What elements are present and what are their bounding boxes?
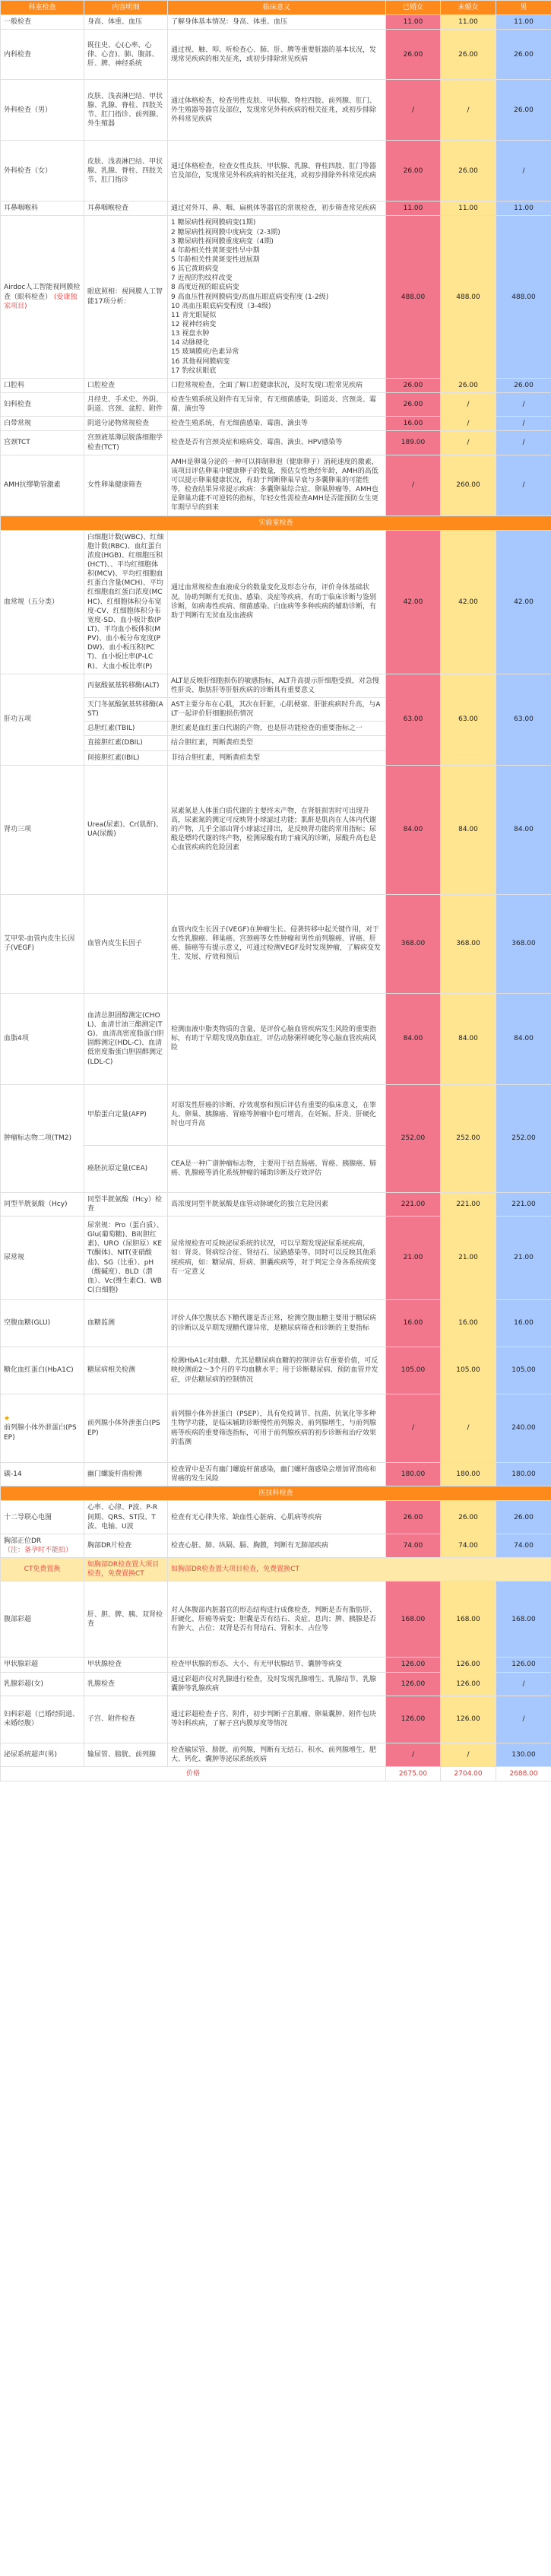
airdoc-item: 12 视神经病变 <box>171 320 217 328</box>
total-label: 价格 <box>1 1767 386 1781</box>
row-detail: 口腔检查 <box>84 378 168 392</box>
airdoc-item: 8 高度近视的眼底病变 <box>171 284 239 292</box>
price-unmarried-female: 252.00 <box>441 1084 496 1192</box>
price-married-female: 16.00 <box>386 1300 441 1347</box>
price-male: 84.00 <box>496 993 551 1084</box>
price-unmarried-female: / <box>441 80 496 141</box>
row-detail: 癌胚抗原定量(CEA) <box>84 1145 168 1192</box>
row-name: 内科检查 <box>1 30 84 80</box>
price-male: / <box>496 1672 551 1696</box>
row-meaning: 通过血常规检查血液成分的数量变化及形态分布，评价身体基础状况，协助判断有无贫血、感染、炎症等疾病，有助于临床诊断与鉴别诊断，如病毒性疾病、细菌感染、白血病等多种疾病的辅助诊断，有助于判断有无贫血及血液病 <box>168 530 386 674</box>
row-name: 艾甲荣-血管内皮生长因子(VEGF) <box>1 894 84 993</box>
price-married-female: 168.00 <box>386 1581 441 1658</box>
row-detail: 直接胆红素(DBIL) <box>84 736 168 750</box>
table-row <box>1 201 551 216</box>
table-row <box>1 1463 551 1486</box>
price-married-female: 126.00 <box>386 1672 441 1696</box>
price-male: 488.00 <box>496 216 551 378</box>
table-row <box>1 765 551 894</box>
row-meaning <box>168 216 386 378</box>
row-meaning: AST主要分布在心肌，其次在肝脏，心肌梗塞、肝脏疾病时升高，与ALT一起评价肝细胞损伤情况 <box>168 698 386 722</box>
price-unmarried-female: / <box>441 392 496 416</box>
row-name: 肿瘤标志物二项(TM2) <box>1 1084 84 1192</box>
price-married-female: 26.00 <box>386 30 441 80</box>
table-row <box>1 1581 551 1658</box>
row-meaning: 高浓度同型半胱氨酸是血管动脉硬化的独立危险因素 <box>168 1192 386 1216</box>
row-detail: 阴道分泌物常规检查 <box>84 417 168 431</box>
row-detail: 皮肤、浅表淋巴结、甲状腺、乳腺、脊柱、四肢关节、肛门指诊、前列腺、外生殖器 <box>84 80 168 141</box>
row-meaning: 通过对外耳、鼻、咽、扁桃体等器官的常规检查，初步筛查常见疾病 <box>168 201 386 216</box>
table-row <box>1 674 551 697</box>
price-male: 11.00 <box>496 15 551 30</box>
price-married-female: 42.00 <box>386 530 441 674</box>
price-unmarried-female: 105.00 <box>441 1347 496 1394</box>
row-name: 白带常规 <box>1 417 84 431</box>
table-row <box>1 417 551 431</box>
price-male: / <box>496 392 551 416</box>
price-married-female: 21.00 <box>386 1217 441 1300</box>
price-married-female: 74.00 <box>386 1534 441 1557</box>
row-meaning: 检查心脏、肺、纵隔、膈、胸膜，判断有无肺部疾病 <box>168 1534 386 1557</box>
price-unmarried-female: 26.00 <box>441 30 496 80</box>
row-detail: 血糖监测 <box>84 1300 168 1347</box>
price-male: 26.00 <box>496 378 551 392</box>
row-name: AMH抗缪勒管激素 <box>1 455 84 516</box>
price-male: 26.00 <box>496 80 551 141</box>
price-married-female: 126.00 <box>386 1658 441 1672</box>
row-detail: 幽门螺旋杆菌检测 <box>84 1463 168 1486</box>
airdoc-item: 1 糖尿病性视网膜病变(1期) <box>171 219 256 227</box>
price-married-female: 84.00 <box>386 765 441 894</box>
dr-note: （注：备孕时不能拍） <box>4 1547 73 1554</box>
price-unmarried-female: 74.00 <box>441 1534 496 1557</box>
price-unmarried-female: 368.00 <box>441 894 496 993</box>
price-male: 180.00 <box>496 1463 551 1486</box>
price-male: 130.00 <box>496 1743 551 1766</box>
price-unmarried-female: 126.00 <box>441 1696 496 1743</box>
table-row <box>1 1672 551 1696</box>
price-male: 168.00 <box>496 1581 551 1658</box>
section-title: 医技科检查 <box>1 1486 551 1501</box>
row-detail: 甲胎蛋白定量(AFP) <box>84 1084 168 1145</box>
ct-free-meaning: 如胸部DR检查置大项目检查，免费置换CT <box>168 1558 551 1581</box>
price-male: 26.00 <box>496 30 551 80</box>
table-row <box>1 141 551 201</box>
price-unmarried-female: 260.00 <box>441 455 496 516</box>
airdoc-item: 6 其它黄斑病变 <box>171 265 219 274</box>
row-meaning: 通过彩超声仪对乳腺进行检查，及时发现乳腺增生、乳腺结节、乳腺囊肿等乳腺疾病 <box>168 1672 386 1696</box>
price-unmarried-female: 221.00 <box>441 1192 496 1216</box>
price-unmarried-female: 63.00 <box>441 674 496 765</box>
price-male: 74.00 <box>496 1534 551 1557</box>
price-male: 11.00 <box>496 201 551 216</box>
table-row <box>1 1192 551 1216</box>
row-name: 碳-14 <box>1 1463 84 1486</box>
row-meaning: 检查输尿管、膀胱、前列腺，判断有无结石、积水、前列腺增生、肥大、钙化、囊肿等泌尿系统疾病 <box>168 1743 386 1766</box>
price-male: 240.00 <box>496 1394 551 1463</box>
row-meaning: 尿常规检查可反映泌尿系统的状况，可以早期发现泌尿系统疾病，如：肾炎、肾病综合征、肾结石、尿路感染等。同时可以反映其他系统疾病，如：糖尿病、肝病、胆囊疾病等，对于判定全身各系统病变有一定意义 <box>168 1217 386 1300</box>
price-male: / <box>496 141 551 201</box>
price-married-female: / <box>386 455 441 516</box>
table-row <box>1 1217 551 1300</box>
row-name: 外科检查（女） <box>1 141 84 201</box>
table-row <box>1 80 551 141</box>
price-male: 42.00 <box>496 530 551 674</box>
row-detail: 丙氨酸氨基转移酶(ALT) <box>84 674 168 697</box>
price-male: 26.00 <box>496 1501 551 1534</box>
price-married-female: 11.00 <box>386 201 441 216</box>
airdoc-item: 3 糖尿病性视网膜重度病变（4期) <box>171 237 274 246</box>
exclusive-tag: (爱康独家项目) <box>4 293 78 310</box>
table-row <box>1 993 551 1084</box>
price-married-female: / <box>386 80 441 141</box>
row-meaning: 检查是否有宫颈炎症和癌病变、霉菌、滴虫、HPV感染等 <box>168 431 386 455</box>
price-male: 21.00 <box>496 1217 551 1300</box>
airdoc-item: 14 动脉硬化 <box>171 339 210 347</box>
price-unmarried-female: / <box>441 1394 496 1463</box>
price-male: 126.00 <box>496 1658 551 1672</box>
row-detail: 同型半胱氨酸（Hcy）检查 <box>84 1192 168 1216</box>
price-unmarried-female: 11.00 <box>441 15 496 30</box>
row-detail: Urea(尿素)、Cr(肌酐)、UA(尿酸) <box>84 765 168 894</box>
table-row <box>1 1534 551 1557</box>
row-name: 外科检查（男） <box>1 80 84 141</box>
row-name: 肾功三项 <box>1 765 84 894</box>
table-row <box>1 378 551 392</box>
table-row <box>1 530 551 674</box>
header-male: 男 <box>496 1 551 15</box>
table-row <box>1 894 551 993</box>
price-married-female: 180.00 <box>386 1463 441 1486</box>
price-male: / <box>496 455 551 516</box>
total-male: 2688.00 <box>496 1767 551 1781</box>
row-name: 血常规（五分类） <box>1 530 84 674</box>
price-married-female: 26.00 <box>386 378 441 392</box>
section-header-lab <box>1 516 551 530</box>
row-detail: 女性卵巢健康筛查 <box>84 455 168 516</box>
row-meaning: 了解身体基本情况：身高、体重、血压 <box>168 15 386 30</box>
price-unmarried-female: 21.00 <box>441 1217 496 1300</box>
table-header <box>1 1 551 15</box>
row-detail: 身高、体重、血压 <box>84 15 168 30</box>
row-name: 妇科检查 <box>1 392 84 416</box>
price-male: 252.00 <box>496 1084 551 1192</box>
airdoc-item: 7 近视的豹纹样改变 <box>171 274 233 283</box>
price-married-female: 16.00 <box>386 417 441 431</box>
row-meaning: 非结合胆红素，判断黄疸类型 <box>168 750 386 765</box>
price-unmarried-female: 26.00 <box>441 141 496 201</box>
table-row <box>1 1658 551 1672</box>
airdoc-item: 17 豹纹状眼底 <box>171 366 217 375</box>
row-detail: 天门冬氨酸氨基转移酶(AST) <box>84 698 168 722</box>
price-married-female: 63.00 <box>386 674 441 765</box>
header-married-female: 已婚女 <box>386 1 441 15</box>
row-meaning: 检测血液中脂类物质的含量，是评价心脑血管疾病发生风险的重要指标，有助于早期发现高脂血症，评估动脉粥样硬化等心脑血管疾病风险 <box>168 993 386 1084</box>
row-meaning: AMH是卵巢分泌的一种可以抑制卵泡（健康卵子）消耗速度的激素，该项目评估卵巢中健康卵子的数量，预估女性绝经年龄，AMH的高低可以提示卵巢健康状况，有助于判断卵巢早衰与多囊卵巢的可能性等，检查结果异常提示疾病：多囊卵巢综合症、卵巢肿瘤等，AMH也是卵巢功能不可逆转的指标，年轻女性需检查AMH是否能预防女生更年期早早的到来 <box>168 455 386 516</box>
row-name: 十二导联心电图 <box>1 1501 84 1534</box>
row-name: 乳腺彩超(女) <box>1 1672 84 1696</box>
price-married-female: / <box>386 1394 441 1463</box>
table-row <box>1 455 551 516</box>
price-male: 84.00 <box>496 765 551 894</box>
price-male: / <box>496 417 551 431</box>
price-male: 16.00 <box>496 1300 551 1347</box>
price-unmarried-female: / <box>441 431 496 455</box>
row-detail: 皮肤、浅表淋巴结、甲状腺、乳腺、脊柱、四肢关节、肛门指诊 <box>84 141 168 201</box>
header-unmarried-female: 未婚女 <box>441 1 496 15</box>
row-meaning: 结合胆红素，判断黄疸类型 <box>168 736 386 750</box>
dr-name: 胸部正位DR <box>4 1537 42 1545</box>
table-row <box>1 1300 551 1347</box>
price-unmarried-female: 42.00 <box>441 530 496 674</box>
total-row <box>1 1767 551 1781</box>
row-name: 口腔科 <box>1 378 84 392</box>
ct-free-row <box>1 1558 551 1581</box>
price-unmarried-female: 168.00 <box>441 1581 496 1658</box>
row-meaning: 对原发性肝癌的诊断、疗效观察和预后评估有重要的临床意义，在睾丸、卵巢、胰腺癌、胃癌等肿瘤中也可增高，在妊娠、肝炎、肝硬化时也可升高 <box>168 1084 386 1145</box>
row-detail: 糖尿病相关检测 <box>84 1347 168 1394</box>
price-male: 221.00 <box>496 1192 551 1216</box>
row-meaning: 口腔常规检查，全面了解口腔健康状况，及时发现口腔常见疾病 <box>168 378 386 392</box>
row-detail: 白细胞计数(WBC)、红细胞计数(RBC)、血红蛋白浓度(HGB)、红细胞压积(HCT)、、平均红细胞体积(MCV)、平均红细胞血红蛋白含量(MCH)、平均红细胞血红蛋白浓度(MCHC)、红细胞体积分布宽度-CV、红细胞体积分布宽度-SD、血小板计数(PLT)、平均血小板体积(MPV)、血小板分布宽度(PDW)、血小板压积(PCT)、血小板比率(P-LCR)、大血小板比率(P) <box>84 530 168 674</box>
row-name: 泌尿系统超声(男) <box>1 1743 84 1766</box>
row-detail: 甲状腺检查 <box>84 1658 168 1672</box>
table-row <box>1 1501 551 1534</box>
table-row <box>1 1696 551 1743</box>
row-detail: 宫颈液基薄层脱落细胞学检查(TCT) <box>84 431 168 455</box>
table-row <box>1 1394 551 1463</box>
table-row <box>1 1743 551 1766</box>
table-row <box>1 392 551 416</box>
section-title: 实验室检查 <box>1 516 551 530</box>
row-meaning: 检查胃中是否有幽门螺旋杆菌感染，幽门螺杆菌感染会增加胃溃疡和胃癌的发生风险 <box>168 1463 386 1486</box>
row-name: 一般检查 <box>1 15 84 30</box>
row-meaning: 胆红素是血红蛋白代谢的产物，也是肝功能检查的重要指标之一 <box>168 722 386 736</box>
price-married-female: 221.00 <box>386 1192 441 1216</box>
row-name <box>1 1394 84 1463</box>
price-unmarried-female: 16.00 <box>441 1300 496 1347</box>
header-dept: 科室检查 <box>1 1 84 15</box>
row-meaning: 检查生殖系统，有无细菌感染、霉菌、滴虫等 <box>168 417 386 431</box>
row-meaning: CEA是一种广谱肿瘤标志物，主要用于结直肠癌、胃癌、胰腺癌、肺癌、乳腺癌等消化系统肿瘤的辅助诊断及疗效评估 <box>168 1145 386 1192</box>
airdoc-item: 15 玻璃膜疣/色素异常 <box>171 348 239 357</box>
total-unmarried-female: 2704.00 <box>441 1767 496 1781</box>
ct-free-label: CT免费置换 <box>1 1558 84 1581</box>
price-married-female: / <box>386 1743 441 1766</box>
price-unmarried-female: 488.00 <box>441 216 496 378</box>
airdoc-item: 11 青光眼疑似 <box>171 311 217 319</box>
price-male: 105.00 <box>496 1347 551 1394</box>
row-meaning: ALT是反映肝细胞损伤的敏感指标，ALT升高提示肝细胞受损，对急慢性肝炎、脂肪肝等肝脏疾病的诊断具有重要意义 <box>168 674 386 697</box>
row-name: 糖化血红蛋白(HbA1C) <box>1 1347 84 1394</box>
total-married-female: 2675.00 <box>386 1767 441 1781</box>
airdoc-item: 13 视盘水肿 <box>171 330 210 338</box>
airdoc-item: 2 糖尿病性视网膜中度病变（2-3期) <box>171 228 280 236</box>
row-meaning: 评价人体空腹状态下糖代谢是否正常，检测空腹血糖主要用于糖尿病的诊断以及早期发现糖代谢异常，是糖尿病筛查和诊断的主要指标 <box>168 1300 386 1347</box>
price-unmarried-female: 11.00 <box>441 201 496 216</box>
row-name: 尿常规 <box>1 1217 84 1300</box>
row-detail: 总胆红素(TBIL) <box>84 722 168 736</box>
row-meaning: 血管内皮生长因子(VEGF)在肿瘤生长、侵袭转移中起关键作用，对于女性乳腺癌、卵巢癌、宫颈癌等女性肿瘤和男性前列腺癌、胃癌、肝癌、肺癌等有提示意义，可通过检测VEGF及时发现肿瘤，了解病变发生、发展、疗效和预后 <box>168 894 386 993</box>
row-detail: 前列腺小体外泄蛋白(PSEP) <box>84 1394 168 1463</box>
price-unmarried-female: 180.00 <box>441 1463 496 1486</box>
price-unmarried-female: / <box>441 1743 496 1766</box>
row-meaning: 通过彩超检查子宫、附件，初步判断子宫肌瘤、卵巢囊肿、附件包块等妇科疾病，了解子宫内膜厚度等情况 <box>168 1696 386 1743</box>
row-meaning: 通过视、触、叩、听检查心、肺、肝、脾等重要脏器的基本状况，发现常见疾病的相关征兆，或初步排除常见疾病 <box>168 30 386 80</box>
row-meaning: 前列腺小体外泄蛋白（PSEP），具有免疫调节、抗菌、抗氧化等多种生物学功能，是临床辅助诊断慢性前列腺炎、前列腺增生，与前列腺癌等疾病的重要筛选指标，可用于前列腺疾病的初步诊断和治疗效果的监测 <box>168 1394 386 1463</box>
airdoc-item: 4 年龄相关性黄斑变性早中期 <box>171 246 260 255</box>
row-detail: 血管内皮生长因子 <box>84 894 168 993</box>
row-detail: 心率、心律、P波、P-R间期、QRS、ST段、T波、电轴、U波 <box>84 1501 168 1534</box>
airdoc-item: 16 其他视网膜病变 <box>171 357 230 366</box>
price-unmarried-female: 26.00 <box>441 1501 496 1534</box>
airdoc-item: 9 高血压性视网膜病变/高血压眼底病变程度 (1-2级) <box>171 293 329 301</box>
row-detail: 既往史、心(心率、心律、心音)、肺、腹部、肝、脾、神经系统 <box>84 30 168 80</box>
airdoc-item: 10 高血压眼底病变程度（3-4级) <box>171 302 271 310</box>
row-name <box>1 1534 84 1557</box>
row-name: 肝功五项 <box>1 674 84 765</box>
row-detail: 输尿管、膀胱、前列腺 <box>84 1743 168 1766</box>
row-name <box>1 216 84 378</box>
price-married-female: 26.00 <box>386 392 441 416</box>
price-married-female: 488.00 <box>386 216 441 378</box>
table-row <box>1 431 551 455</box>
price-married-female: 105.00 <box>386 1347 441 1394</box>
row-meaning: 检查甲状腺的形态、大小、有无甲状腺结节、囊肿等病变 <box>168 1658 386 1672</box>
header-meaning: 临床意义 <box>168 1 386 15</box>
row-detail: 尿常规：Pro（蛋白质）、Glu(葡萄糖)、Bil(胆红素)、URO（尿胆原）KET(酮体)、NIT(亚硝酸盐)、SG（比重）、pH（酸碱度）、BLD（潜血）、Vc(维生素C)、WBC(白细胞) <box>84 1217 168 1300</box>
psep-name: 前列腺小体外泄蛋白(PSEP) <box>4 1424 77 1442</box>
price-unmarried-female: / <box>441 417 496 431</box>
price-male: 63.00 <box>496 674 551 765</box>
row-name: 腹部彩超 <box>1 1581 84 1658</box>
row-detail: 子宫、附件检查 <box>84 1696 168 1743</box>
row-name: 甲状腺彩超 <box>1 1658 84 1672</box>
row-detail: 胸部DR片检查 <box>84 1534 168 1557</box>
row-detail: 乳腺检查 <box>84 1672 168 1696</box>
section-header-imaging <box>1 1486 551 1501</box>
row-meaning: 检查有无心律失常、缺血性心脏病、心肌病等疾病 <box>168 1501 386 1534</box>
row-meaning: 尿素氮是人体蛋白质代谢的主要终末产物，在肾脏损害时可出现升高，尿素氮的测定可反映肾小球滤过功能；肌酐是肌肉在人体内代谢的产物，几乎全部由肾小球滤过排出，是反映肾功能的常用指标；尿酸是嘌呤代谢的终产物，检测尿酸有助于痛风的诊断，尿酸升高也是心血管疾病的危险因素 <box>168 765 386 894</box>
row-name: 血脂4项 <box>1 993 84 1084</box>
row-name: 妇科彩超（已婚经阴道、未婚经腹） <box>1 1696 84 1743</box>
table-row <box>1 15 551 30</box>
price-married-female: 26.00 <box>386 141 441 201</box>
price-male: / <box>496 431 551 455</box>
row-name: 宫颈TCT <box>1 431 84 455</box>
airdoc-item: 5 年龄相关性黄斑变性进展期 <box>171 255 260 264</box>
row-meaning: 检查生殖系统及附件有无异常，有无细菌感染，阴道炎、宫颈炎、霉菌、滴虫等 <box>168 392 386 416</box>
row-meaning: 检测HbA1c对血糖、尤其是糖尿病血糖的控制评估有重要价值，可反映检测前2～3个月的平均血糖水平；用于诊断糖尿病、预防血管并发症，评估糖尿病的控制情况 <box>168 1347 386 1394</box>
price-married-female: 189.00 <box>386 431 441 455</box>
price-married-female: 368.00 <box>386 894 441 993</box>
star-icon: ★ <box>4 1415 11 1423</box>
row-name: 同型半胱氨酸（Hcy) <box>1 1192 84 1216</box>
price-unmarried-female: 126.00 <box>441 1672 496 1696</box>
row-detail: 月经史、手术史、外阴、阴道、宫颈、盆腔、附件 <box>84 392 168 416</box>
row-meaning: 对人体腹部内脏器官的形态结构进行成像检查，判断是否有脂肪肝、肝硬化、肝癌等病变；胆囊是否有结石、炎症、息肉；脾、胰腺是否有肿大、占位；双肾是否有肾结石、肾积水、占位等 <box>168 1581 386 1658</box>
price-unmarried-female: 26.00 <box>441 378 496 392</box>
table-row <box>1 1084 551 1145</box>
row-name: 耳鼻咽喉科 <box>1 201 84 216</box>
ct-free-detail: 如胸部DR检查置大项目检查，免费置换CT <box>84 1558 168 1581</box>
price-male: / <box>496 1696 551 1743</box>
row-detail: 眼底照相：视网膜人工智能17项分析： <box>84 216 168 378</box>
row-name: 空腹血糖(GLU) <box>1 1300 84 1347</box>
table-row <box>1 216 551 378</box>
row-detail: 肝、胆、脾、胰、双肾检查 <box>84 1581 168 1658</box>
price-unmarried-female: 84.00 <box>441 765 496 894</box>
table-row <box>1 1347 551 1394</box>
price-married-female: 126.00 <box>386 1696 441 1743</box>
price-unmarried-female: 126.00 <box>441 1658 496 1672</box>
price-married-female: 26.00 <box>386 1501 441 1534</box>
price-married-female: 252.00 <box>386 1084 441 1192</box>
row-detail: 耳鼻咽喉检查 <box>84 201 168 216</box>
price-unmarried-female: 84.00 <box>441 993 496 1084</box>
table-row <box>1 30 551 80</box>
price-married-female: 11.00 <box>386 15 441 30</box>
header-detail: 内容明细 <box>84 1 168 15</box>
price-male: 368.00 <box>496 894 551 993</box>
row-meaning: 通过体格检查，检查男性皮肤、甲状腺、脊柱四肢、前列腺、肛门、外生殖器等器官及部位，发现常见外科疾病的相关征兆，或初步排除外科常见疾病 <box>168 80 386 141</box>
row-detail: 血清总胆固醇测定(CHOL)、血清甘油三酯测定(TG)、血清高密度脂蛋白胆固醇测定(HDL-C)、血清低密度脂蛋白胆固醇测定(LDL-C) <box>84 993 168 1084</box>
row-meaning: 通过体格检查，检查女性皮肤、甲状腺、乳腺、脊柱四肢、肛门等器官及部位，发现常见外科疾病的相关征兆，或初步排除外科常见疾病 <box>168 141 386 201</box>
row-detail: 间接胆红素(IBIL) <box>84 750 168 765</box>
price-married-female: 84.00 <box>386 993 441 1084</box>
airdoc-name: Airdoc人工智能视网膜检查（眼科检查） <box>4 284 81 301</box>
